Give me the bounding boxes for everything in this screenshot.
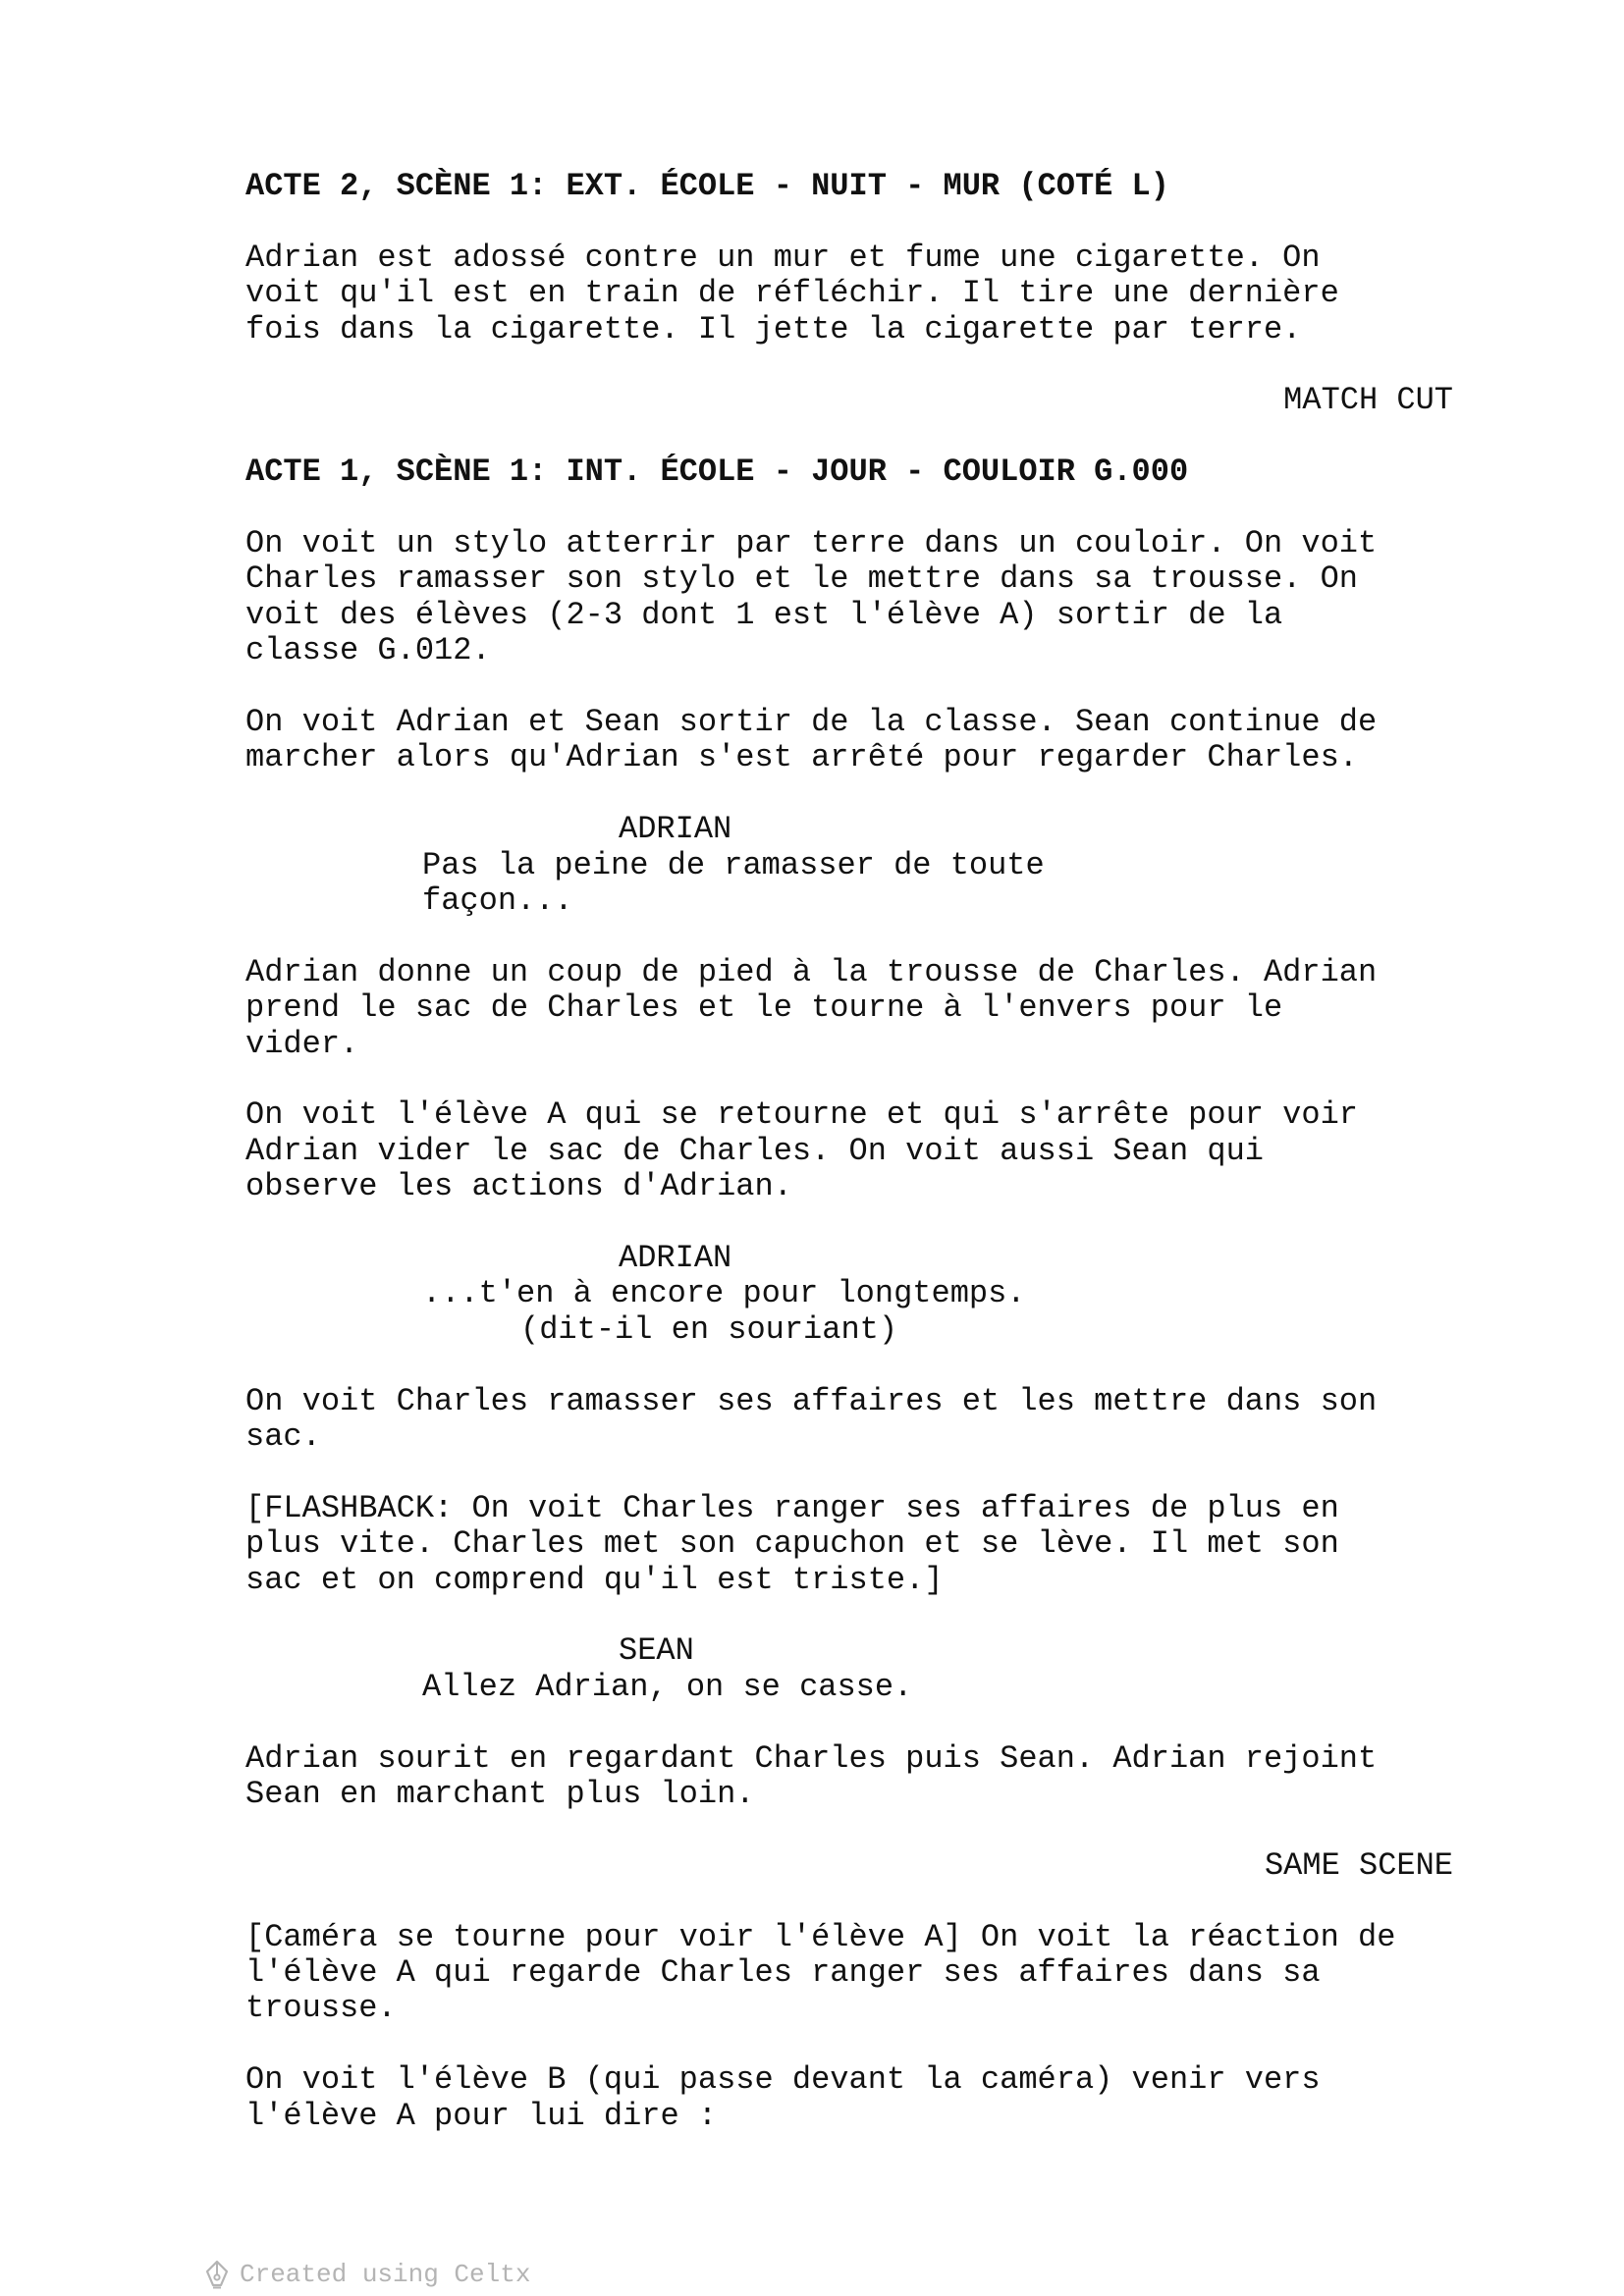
action-line: classe G.012.	[245, 632, 491, 669]
dialogue-line: façon...	[422, 882, 573, 920]
spacer	[245, 491, 1453, 526]
spacer	[245, 1598, 1453, 1633]
spacer	[245, 669, 1453, 705]
spacer	[245, 347, 1453, 383]
action-line: Adrian vider le sac de Charles. On voit aussi Sean qui	[245, 1132, 1264, 1169]
parenthetical: (dit-il en souriant)	[520, 1310, 898, 1348]
spacer	[245, 919, 1453, 954]
action-line: sac.	[245, 1418, 321, 1456]
scene-heading: ACTE 2, SCÈNE 1: EXT. ÉCOLE - NUIT - MUR (COTÉ L)	[245, 168, 1169, 204]
screenplay-body	[245, 169, 1453, 2134]
action-line: voit des élèves (2-3 dont 1 est l'élève A) sortir de la	[245, 596, 1283, 633]
action-line: sac et on comprend qu'il est triste.]	[245, 1561, 944, 1598]
spacer	[245, 204, 1453, 240]
action-line: On voit Charles ramasser ses affaires et les mettre dans son	[245, 1382, 1378, 1419]
pen-nib-icon	[204, 2260, 230, 2289]
action-line: [FLASHBACK: On voit Charles ranger ses affaires de plus en	[245, 1489, 1339, 1526]
action-line: On voit l'élève A qui se retourne et qui s'arrête pour voir	[245, 1096, 1358, 1134]
action-line: [Caméra se tourne pour voir l'élève A] On voit la réaction de	[245, 1918, 1396, 1955]
action-line: observe les actions d'Adrian.	[245, 1168, 792, 1205]
spacer	[245, 1348, 1453, 1383]
action-line: Adrian sourit en regardant Charles puis Sean. Adrian rejoint	[245, 1739, 1378, 1777]
dialogue-line: ...t'en à encore pour longtemps.	[422, 1275, 1026, 1312]
action-line: plus vite. Charles met son capuchon et se lève. Il met son	[245, 1525, 1339, 1563]
action-line: trousse.	[245, 1990, 397, 2027]
spacer	[245, 776, 1453, 812]
spacer	[245, 1205, 1453, 1241]
action-line: l'élève A qui regarde Charles ranger ses affaires dans sa	[245, 1954, 1321, 1992]
action-line: On voit l'élève B (qui passe devant la caméra) venir vers	[245, 2061, 1321, 2099]
transition: MATCH CUT	[1283, 382, 1453, 419]
action-line: On voit un stylo atterrir par terre dans un couloir. On voit	[245, 525, 1378, 561]
spacer	[245, 2027, 1453, 2062]
transition: SAME SCENE	[1264, 1846, 1453, 1884]
spacer	[245, 1812, 1453, 1847]
spacer	[245, 419, 1453, 454]
spacer	[245, 1705, 1453, 1740]
character-name: SEAN	[619, 1632, 694, 1670]
scene-heading: ACTE 1, SCÈNE 1: INT. ÉCOLE - JOUR - COULOIR G.000	[245, 454, 1189, 491]
spacer	[245, 1062, 1453, 1097]
character-name: ADRIAN	[619, 1240, 732, 1277]
action-line: Adrian donne un coup de pied à la trousse de Charles. Adrian	[245, 953, 1378, 990]
action-line: voit qu'il est en train de réfléchir. Il tire une dernière	[245, 275, 1339, 312]
footer-text: Created using Celtx	[240, 2260, 531, 2289]
action-line: Charles ramasser son stylo et le mettre dans sa trousse. On	[245, 561, 1358, 598]
action-line: Sean en marchant plus loin.	[245, 1776, 755, 1813]
action-line: marcher alors qu'Adrian s'est arrêté pour regarder Charles.	[245, 739, 1358, 776]
action-line: fois dans la cigarette. Il jette la cigarette par terre.	[245, 310, 1302, 347]
action-line: l'élève A pour lui dire :	[245, 2097, 718, 2134]
action-line: Adrian est adossé contre un mur et fume une cigarette. On	[245, 239, 1321, 276]
character-name: ADRIAN	[619, 811, 732, 848]
action-line: prend le sac de Charles et le tourne à l'envers pour le	[245, 989, 1283, 1027]
celtx-footer	[204, 2260, 530, 2289]
dialogue-line: Allez Adrian, on se casse.	[422, 1668, 913, 1705]
action-line: On voit Adrian et Sean sortir de la classe. Sean continue de	[245, 704, 1378, 741]
spacer	[245, 1455, 1453, 1490]
action-line: vider.	[245, 1025, 359, 1062]
dialogue-line: Pas la peine de ramasser de toute	[422, 846, 1045, 883]
spacer	[245, 1884, 1453, 1919]
